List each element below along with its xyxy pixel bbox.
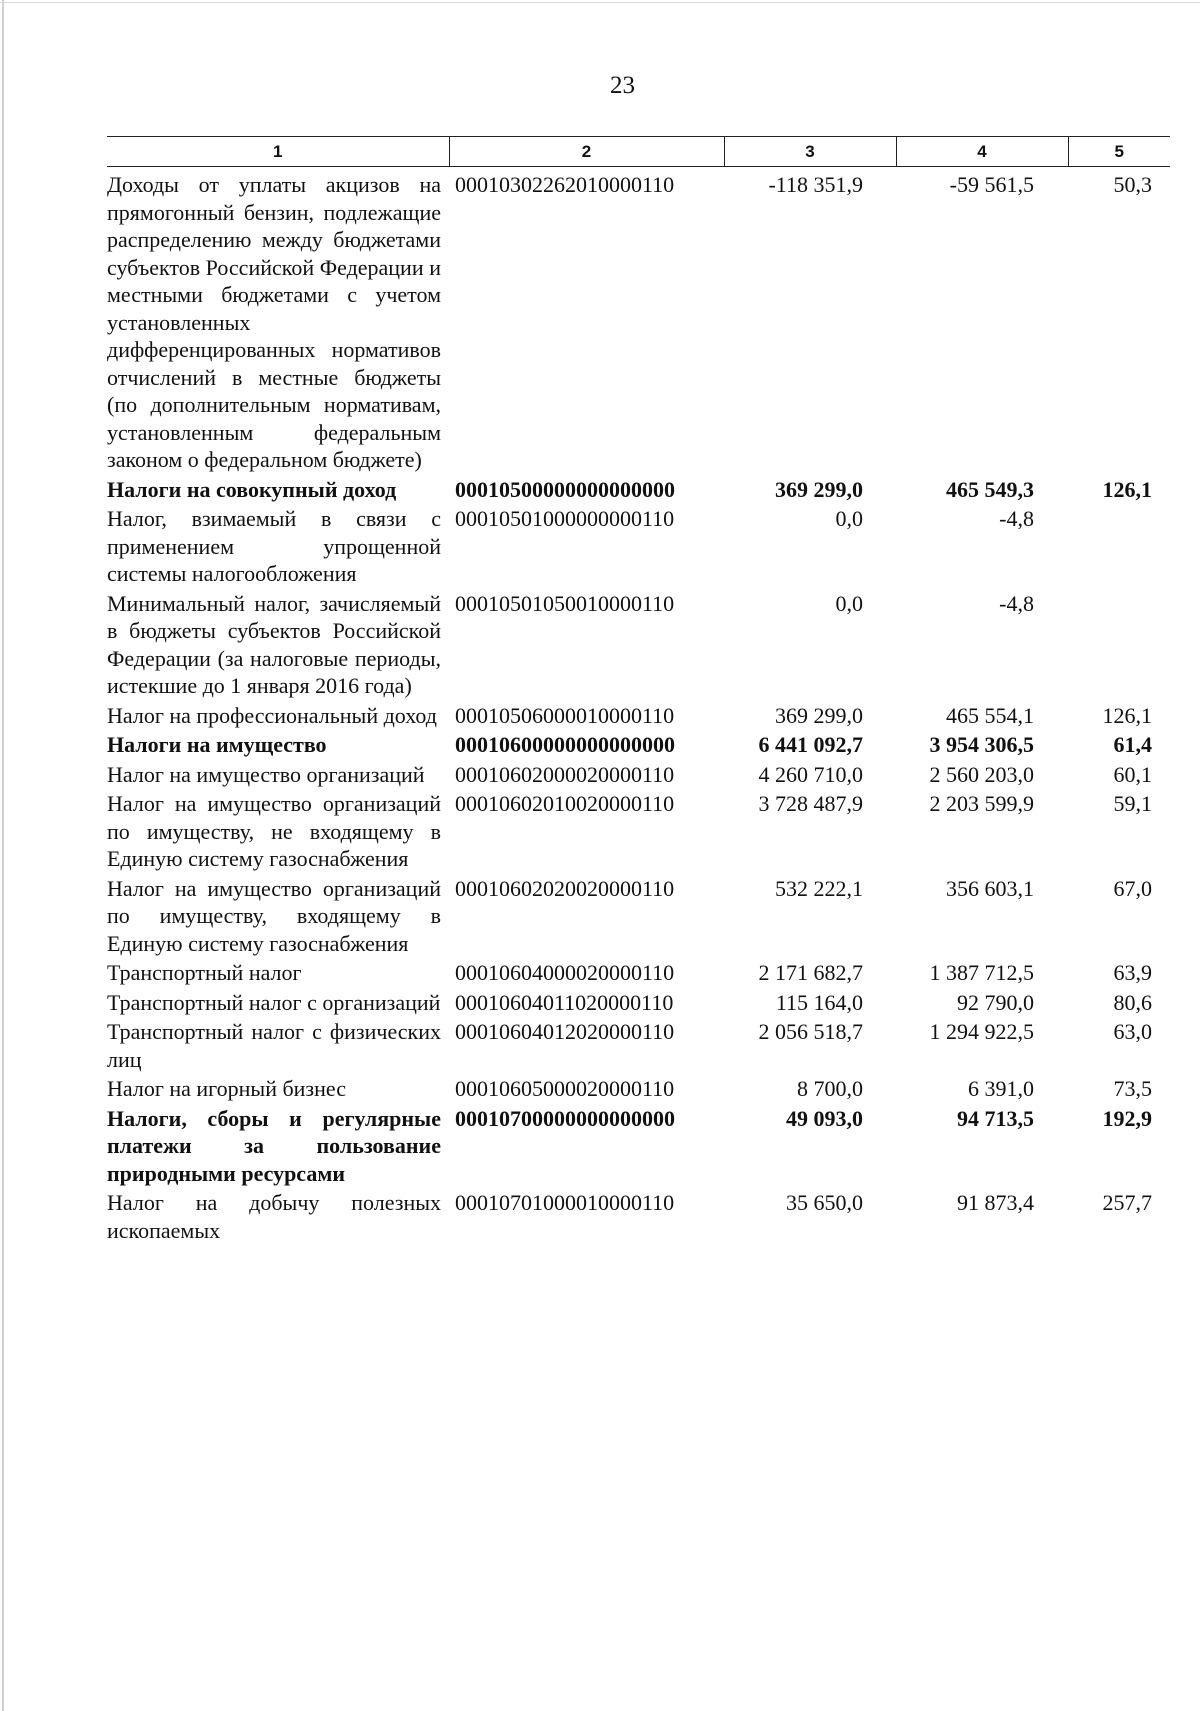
row-value-col5: 50,3 — [1113, 172, 1152, 197]
row-value-col3: 35 650,0 — [786, 1190, 863, 1215]
table-row — [107, 167, 1170, 476]
table-body — [107, 167, 1170, 1247]
row-code: 00010604012020000110 — [455, 1019, 675, 1044]
column-header-2: 2 — [449, 137, 724, 167]
row-name: Минимальный налог, зачисляемый в бюджеты субъектов Российской Федерации (за налоговые периоды, истекшие до 1 января 2016 года) — [107, 590, 441, 698]
row-name: Транспортный налог с физических лиц — [107, 1019, 441, 1072]
row-name: Налоги на совокупный доход — [107, 476, 397, 502]
row-value-col4: 1 294 922,5 — [929, 1019, 1034, 1044]
table-row — [107, 1105, 1170, 1190]
scan-edge — [2, 0, 4, 1711]
row-code: 00010602000020000110 — [455, 761, 675, 787]
row-value-col3: 369 299,0 — [775, 702, 863, 728]
row-value-col5 — [1068, 590, 1170, 702]
row-value-col4: 91 873,4 — [957, 1190, 1034, 1215]
row-value-col3: 2 171 682,7 — [758, 960, 863, 985]
row-code: 00010501050010000110 — [455, 590, 675, 616]
table-row — [107, 875, 1170, 960]
row-value-col3: 0,0 — [835, 590, 863, 616]
table-row — [107, 505, 1170, 590]
row-value-col4: 3 954 306,5 — [929, 732, 1034, 757]
table-row — [107, 476, 1170, 506]
row-code: 00010602010020000110 — [455, 791, 675, 816]
row-code: 00010600000000000000 — [455, 732, 675, 757]
table-row — [107, 702, 1170, 732]
row-value-col3: 49 093,0 — [786, 1105, 863, 1131]
column-header-4: 4 — [896, 137, 1068, 167]
row-value-col5 — [1068, 505, 1170, 590]
revenue-table — [107, 136, 1170, 1246]
row-name: Налоги на имущество — [107, 732, 327, 757]
row-code: 00010604011020000110 — [455, 989, 674, 1015]
table-row — [107, 590, 1170, 702]
row-value-col3: 532 222,1 — [775, 875, 863, 901]
table-row — [107, 989, 1170, 1019]
row-value-col4: 465 554,1 — [946, 702, 1034, 728]
page-number: 23 — [610, 72, 635, 99]
row-code: 00010604000020000110 — [455, 960, 675, 985]
row-name: Налоги, сборы и регулярные платежи за пользование природными ресурсами — [107, 1105, 441, 1186]
row-value-col4: -4,8 — [999, 590, 1034, 616]
row-name: Транспортный налог — [107, 960, 302, 985]
row-value-col5: 67,0 — [1113, 875, 1152, 901]
row-code: 00010302262010000110 — [455, 172, 675, 197]
row-value-col5: 126,1 — [1102, 476, 1152, 502]
row-value-col5: 126,1 — [1102, 702, 1152, 728]
column-header-3: 3 — [724, 137, 896, 167]
row-value-col3: 3 728 487,9 — [758, 791, 863, 816]
table-row — [107, 790, 1170, 875]
table-header-row — [107, 137, 1170, 167]
row-value-col5: 63,0 — [1113, 1019, 1152, 1044]
table-row — [107, 1018, 1170, 1075]
row-value-col4: 6 391,0 — [968, 1076, 1034, 1101]
row-code: 00010506000010000110 — [455, 702, 675, 728]
row-code: 00010700000000000000 — [455, 1105, 675, 1131]
row-value-col3: 8 700,0 — [797, 1076, 863, 1101]
row-name: Налог, взимаемый в связи с применением упрощенной системы налогообложения — [107, 506, 441, 586]
row-code: 00010501000000000110 — [455, 506, 675, 531]
row-value-col4: 356 603,1 — [946, 875, 1034, 901]
row-code: 00010605000020000110 — [455, 1076, 675, 1101]
column-header-1: 1 — [107, 137, 449, 167]
row-value-col5: 73,5 — [1113, 1076, 1152, 1101]
table-row — [107, 761, 1170, 791]
row-value-col5: 60,1 — [1113, 761, 1152, 787]
row-value-col3: 369 299,0 — [775, 476, 863, 502]
table-row — [107, 1189, 1170, 1246]
row-value-col5: 80,6 — [1113, 989, 1152, 1015]
row-value-col3: 115 164,0 — [775, 989, 863, 1015]
row-name: Налог на имущество организаций по имуществу, входящему в Единую систему газоснабжения — [107, 875, 441, 956]
row-value-col3: 6 441 092,7 — [758, 732, 863, 757]
row-value-col3: 0,0 — [835, 506, 863, 531]
row-value-col5: 61,4 — [1113, 732, 1152, 757]
row-code: 00010500000000000000 — [455, 476, 675, 502]
row-value-col5: 63,9 — [1113, 960, 1152, 985]
row-value-col4: 1 387 712,5 — [929, 960, 1034, 985]
row-name: Налог на добычу полезных ископаемых — [107, 1190, 441, 1243]
scan-edge-top — [0, 2, 1200, 3]
column-header-5: 5 — [1068, 137, 1170, 167]
row-value-col3: 2 056 518,7 — [758, 1019, 863, 1044]
row-value-col4: -59 561,5 — [949, 172, 1034, 197]
row-name: Доходы от уплаты акцизов на прямогонный бензин, подлежащие распределению между бюджетами субъектов Российской Федерации и местными бюджетами с учетом установленных дифференцированных нормативов отчислений в местные бюджеты (по дополнительным нормативам, установленным федеральным законом о федеральном бюджете) — [107, 172, 441, 472]
row-value-col5: 59,1 — [1113, 791, 1152, 816]
row-value-col5: 257,7 — [1102, 1190, 1152, 1215]
table-row — [107, 1075, 1170, 1105]
row-value-col4: 465 549,3 — [946, 476, 1034, 502]
row-name: Налог на имущество организаций — [107, 761, 425, 787]
row-value-col3: 4 260 710,0 — [758, 761, 863, 787]
row-value-col4: 2 203 599,9 — [929, 791, 1034, 816]
row-name: Налог на имущество организаций по имуществу, не входящему в Единую систему газоснабжения — [107, 791, 441, 871]
row-value-col4: 2 560 203,0 — [929, 761, 1034, 787]
row-name: Транспортный налог с организаций — [107, 989, 441, 1015]
row-code: 00010701000010000110 — [455, 1190, 675, 1215]
row-value-col4: 92 790,0 — [957, 989, 1034, 1015]
table-row — [107, 731, 1170, 761]
row-value-col4: 94 713,5 — [957, 1105, 1034, 1131]
row-value-col4: -4,8 — [999, 506, 1034, 531]
row-name: Налог на профессиональный доход — [107, 702, 437, 728]
table-row — [107, 959, 1170, 989]
row-code: 00010602020020000110 — [455, 875, 675, 901]
row-value-col3: -118 351,9 — [768, 172, 863, 197]
row-name: Налог на игорный бизнес — [107, 1076, 346, 1101]
row-value-col5: 192,9 — [1102, 1105, 1152, 1131]
